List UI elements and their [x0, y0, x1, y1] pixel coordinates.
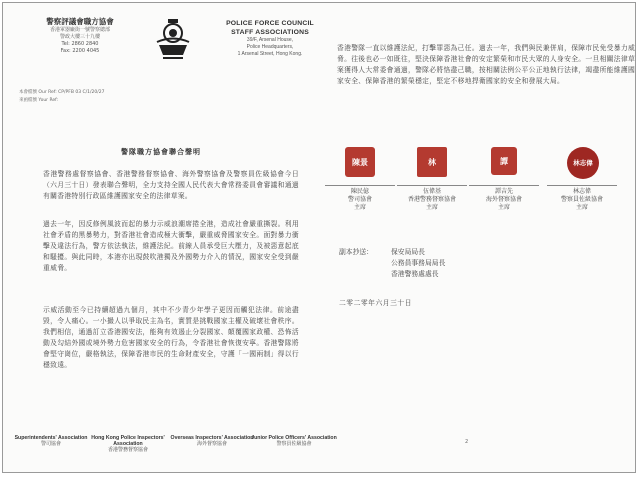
signatory-4-name: 林志偉	[572, 188, 591, 195]
address-english-2: Police Headquarters,	[246, 44, 294, 50]
seal-stamp-1: 陳景	[345, 147, 375, 177]
footer-association-4-en: Junior Police Officers' Association	[251, 435, 337, 441]
seal-stamp-4: 林志偉	[567, 147, 599, 179]
letter-page-1	[11, 9, 337, 471]
letter-date: 二零二零年六月三十日	[339, 299, 412, 307]
org-name-english-1: POLICE FORCE COUNCIL	[226, 20, 314, 27]
signatory-2-title: 主席	[425, 204, 438, 211]
signatory-4-title: 主席	[575, 204, 588, 211]
letter-page-2	[321, 9, 636, 471]
signatory-3-org: 海外督察協會	[485, 196, 522, 203]
signatory-1-org: 警司協會	[347, 196, 372, 203]
address-english-1: 39/F, Arsenal House,	[246, 37, 294, 43]
paragraph-1: 香港警務處督察協會、香港警務督察協會、海外警察協會及警察員佐級協會今日（六月三十日）發表聯合聲明，全力支持全國人民代表大會常務委員會審議和通過有關香港特別行政區維護國家安全的法律草案。	[43, 170, 299, 200]
signatory-3-title: 主席	[497, 204, 510, 211]
signatory-2-org: 香港警務督察協會	[407, 196, 456, 203]
cc-label: 副本抄送：	[339, 248, 373, 256]
footer-association-4-zh: 警察員佐級協會	[276, 441, 312, 447]
footer-association-2-zh: 香港警務督察協會	[107, 447, 148, 453]
signatory-3	[461, 185, 547, 212]
reference-block	[19, 89, 105, 105]
address-chinese-2: 警政大樓三十九樓	[59, 34, 100, 40]
footer-association-2-en: Hong Kong Police Inspectors' Association	[91, 435, 165, 447]
footer-association-3	[167, 435, 257, 447]
signatory-1-name: 陳民億	[350, 188, 369, 195]
signatory-3-name: 譚吉先	[494, 188, 513, 195]
police-emblem-icon	[149, 15, 197, 63]
our-reference: 本會檔號 Our Ref: CP/PFB 03 C/1/20/27	[19, 90, 105, 95]
statement-title: 警隊職方協會聯合聲明	[121, 148, 201, 156]
cc-item-3: 香港警務處處長	[391, 270, 439, 278]
footer-association-1-en: Superintendents' Association	[14, 435, 88, 441]
letterhead-english	[215, 19, 325, 58]
paragraph-2: 過去一年，因反修例風波而起的暴力示威浪潮席捲全港，造成社會嚴重撕裂。利用社會矛盾的黑暴勢力，對香港社會造成極大衝擊，嚴重威脅國家安全。面對暴力衝擊及違法行為，警方依法執法，維護法紀。前線人員承受巨大壓力，及被惡意起底和騷擾。與此同時，本港亦出現鼓吹港獨及外國勢力介入的情況，國家安全受到嚴重威脅。	[43, 220, 299, 272]
address-english-3: 1 Arsenal Street, Hong Kong.	[237, 51, 303, 57]
letterhead-chinese	[35, 17, 125, 55]
signatory-1-title: 主席	[353, 204, 366, 211]
cc-list	[391, 247, 531, 280]
footer-association-1	[11, 435, 91, 447]
fax: Fax: 2200 4045	[60, 48, 100, 54]
signatory-2-name: 伍偉基	[422, 188, 441, 195]
seal-stamp-3: 譚	[491, 147, 517, 175]
footer-association-3-en: Overseas Inspectors' Association	[170, 435, 254, 441]
page-2-intro: 香港警隊一直以維護法紀，打擊罪惡為己任。過去一年，我們與民兼併肩，保障市民免受暴力威脅。往後也必一如既往，堅決保障香港社會的安定繁榮和市民大眾的人身安全。一旦相關法律草案獲得人大常委會通過，警隊必將恪盡己職，按相關法例公平公正地執行法律，竭盡所能維護國家安全、保障香港的繁榮穩定，堅定不移地捍衛國家的安全和發展大局。	[337, 44, 636, 85]
page-number: 2	[465, 439, 469, 445]
your-reference: 來函檔號 Your Ref:	[19, 98, 59, 103]
cc-item-2: 公務員事務局局長	[391, 259, 446, 267]
org-name-english-2: STAFF ASSOCIATIONS	[231, 29, 309, 36]
cc-item-1: 保安局局長	[391, 248, 425, 256]
address-chinese-1: 香港軍器廠街一號警察總部	[49, 27, 110, 33]
document-frame	[2, 2, 636, 473]
telephone: Tel: 2860 2840	[61, 41, 99, 47]
signatory-4-org: 警察員佐級協會	[560, 196, 603, 203]
seal-stamp-2: 林	[417, 147, 447, 177]
footer-association-3-zh: 海外督察協會	[196, 441, 227, 447]
footer-association-1-zh: 警司協會	[40, 441, 61, 447]
org-name-chinese: 警察評議會職方協會	[46, 17, 114, 26]
footer-association-2	[83, 435, 173, 453]
signatory-4	[539, 185, 625, 212]
paragraph-3: 示威活動至今已持續超過九個月，其中不少青少年學子更因而觸犯法律。前途盡毀，令人痛心。一小撮人以爭取民主為名，實質是挑戰國家主權及破壞社會秩序。我們相信，通過訂立香港國安法，能夠有效遏止分裂國家、顛覆國家政權、恐怖活動及勾結外國或境外勢力危害國家安全的行為，令香港社會恢復安寧。香港警隊將會堅守崗位，嚴格執法，保障香港市民的生命財產安全，守護「一國兩制」得以行穩致遠。	[43, 306, 299, 369]
